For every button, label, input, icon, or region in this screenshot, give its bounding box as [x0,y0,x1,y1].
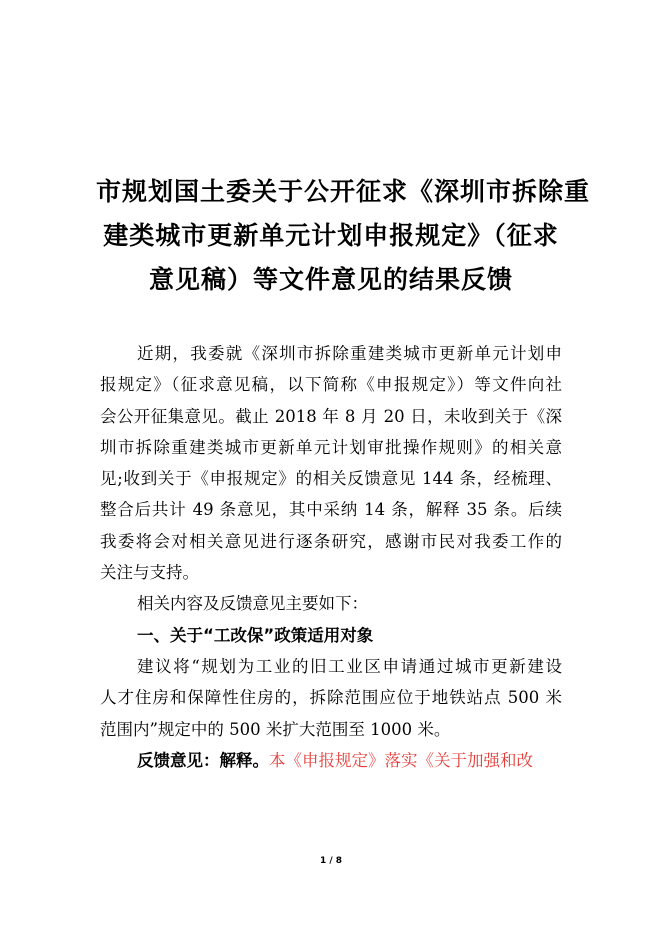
paragraph-1-line: 圳市拆除重建类城市更新单元计划审批操作规则》的相关意 [100,437,562,457]
intro-line: 相关内容及反馈意见主要如下： [137,594,368,614]
suggestion-line: 人才住房和保障性住房的，拆除范围应位于地铁站点 500 米 [100,688,562,708]
title-line-1: 市规划国土委关于公开征求《深圳市拆除重 [96,177,591,206]
section-1-heading: 一、关于“工改保”政策适用对象 [137,625,374,645]
paragraph-1-line: 我委将会对相关意见进行逐条研究，感谢市民对我委工作的 [100,531,562,551]
feedback-line [100,745,562,776]
suggestion-line: 建议将“规划为工业的旧工业区申请通过城市更新建设 [137,656,562,676]
paragraph-1-line: 近期，我委就《深圳市拆除重建类城市更新单元计划申 [137,344,562,363]
suggestion-line: 范围内”规定中的 500 米扩大范围至 1000 米。 [100,719,451,739]
title-line-3: 意见稿）等文件意见的结果反馈 [148,265,513,294]
paragraph-1-line: 整合后共计 49 条意见，其中采纳 14 条，解释 35 条。后续 [100,500,562,520]
feedback-text: 本《申报规定》落实《关于加强和改 [269,750,533,770]
paragraph-1-line: 见;收到关于《申报规定》的相关反馈意见 144 条，经梳理、 [100,469,562,489]
paragraph-1-line: 报规定》（征求意见稿，以下简称《申报规定》）等文件向社 [100,375,562,395]
document-title [96,170,591,302]
title-line-2: 建类城市更新单元计划申报规定》（征求 [103,221,559,250]
paragraph-1-line: 会公开征集意见。截止 2018 年 8 月 20 日，未收到关于《深 [100,406,562,426]
paragraph-1-line: 关注与支持。 [100,563,199,583]
feedback-label: 反馈意见：解释。 [137,750,269,770]
document-body [100,338,562,776]
page-number: 1 / 8 [319,856,343,866]
